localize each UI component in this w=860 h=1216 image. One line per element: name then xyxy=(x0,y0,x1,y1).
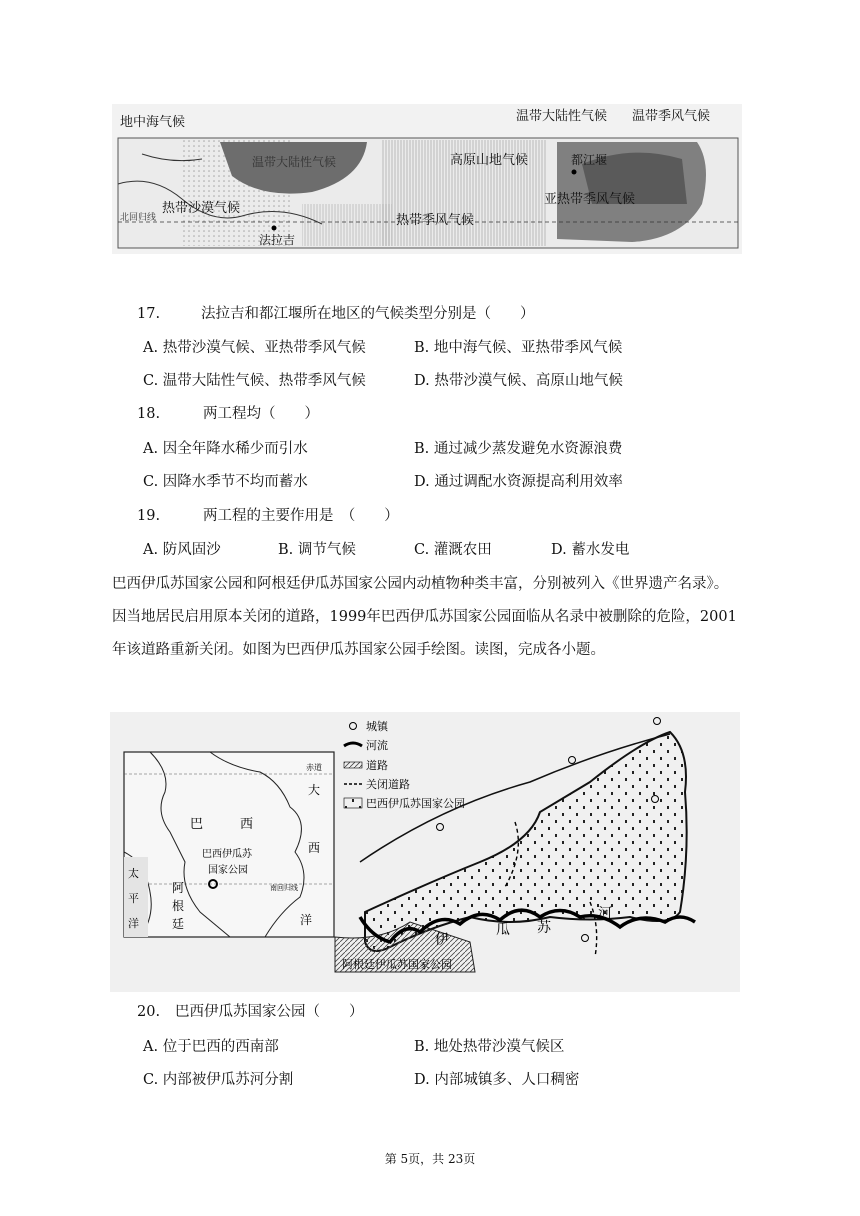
inset-ping: 平 xyxy=(128,892,139,905)
legend-road: 道路 xyxy=(366,759,388,772)
legend-park-icon xyxy=(344,798,362,808)
question-18 xyxy=(137,404,319,424)
inset-ting: 廷 xyxy=(172,917,185,931)
inset-da: 大 xyxy=(308,783,321,797)
option-18-c: C. 因降水季节不均而蓄水 xyxy=(143,474,308,490)
label-tropical-desert: 热带沙漠气候 xyxy=(162,201,241,216)
legend-closed-road: 关闭道路 xyxy=(366,778,410,791)
falaji-marker xyxy=(272,226,277,231)
inset-equator: 赤道 xyxy=(306,763,322,772)
inset-map xyxy=(124,752,334,937)
label-plateau: 高原山地气候 xyxy=(450,153,529,168)
option-17-a: A. 热带沙漠气候、亚热带季风气候 xyxy=(143,340,366,356)
label-temperate-monsoon: 温带季风气候 xyxy=(632,109,711,124)
question-stem: 法拉吉和都江堰所在地区的气候类型分别是（ ） xyxy=(201,306,535,322)
page-footer: 第 5页，共 23页 xyxy=(384,1152,476,1166)
label-temperate-continental-top: 温带大陆性气候 xyxy=(516,109,608,124)
option-20-c: C. 内部被伊瓜苏河分割 xyxy=(143,1072,294,1088)
label-mediterranean: 地中海气候 xyxy=(120,115,186,130)
option-20-b: B. 地处热带沙漠气候区 xyxy=(414,1039,565,1055)
option-19-c: C. 灌溉农田 xyxy=(414,542,492,558)
inset-park-label-2: 国家公园 xyxy=(208,865,248,876)
option-19-d: D. 蓄水发电 xyxy=(551,542,630,558)
question-stem: 两工程均（ ） xyxy=(203,406,319,422)
legend-park: 巴西伊瓜苏国家公园 xyxy=(366,797,465,810)
inset-yang: 洋 xyxy=(300,913,313,927)
label-subtropical-monsoon: 亚热带季风气候 xyxy=(544,192,636,207)
passage-line-2: 因当地居民启用原本关闭的道路，1999年巴西伊瓜苏国家公园面临从名录中被删除的危险，2001 xyxy=(112,609,737,625)
question-number: 18. xyxy=(137,406,161,422)
legend-town: 城镇 xyxy=(366,720,388,733)
label-tropical-monsoon: 热带季风气候 xyxy=(396,213,475,228)
option-20-d: D. 内部城镇多、人口稠密 xyxy=(414,1072,580,1088)
label-tropic-cancer: 北回归线 xyxy=(120,213,157,223)
river-char-yi: 伊 xyxy=(435,932,449,948)
dujiangyan-marker xyxy=(572,170,577,175)
option-19-b: B. 调节气候 xyxy=(278,542,356,558)
inset-xi2: 西 xyxy=(240,817,254,832)
option-18-a: A. 因全年降水稀少而引水 xyxy=(143,441,308,457)
river-char-he: 河 xyxy=(598,906,612,922)
river-char-gua: 瓜 xyxy=(496,922,510,938)
question-number: 19. xyxy=(137,508,161,524)
label-dujiangyan: 都江堰 xyxy=(571,153,608,167)
label-temperate-continental-map: 温带大陆性气候 xyxy=(252,155,337,169)
inset-tai: 太 xyxy=(128,867,139,880)
iguazu-map-figure xyxy=(110,712,740,992)
inset-park-label-1: 巴西伊瓜苏 xyxy=(202,849,252,860)
inset-a: 阿 xyxy=(172,881,185,895)
question-stem: 两工程的主要作用是 （ ） xyxy=(203,508,399,524)
question-number: 17. xyxy=(137,306,161,322)
option-19-a: A. 防风固沙 xyxy=(143,542,221,558)
question-19 xyxy=(137,506,399,526)
passage-line-1: 巴西伊瓜苏国家公园和阿根廷伊瓜苏国家公园内动植物种类丰富，分别被列入《世界遗产名录》。 xyxy=(112,576,729,592)
option-18-d: D. 通过调配水资源提高利用效率 xyxy=(414,474,623,490)
label-falaji: 法拉吉 xyxy=(259,233,296,247)
option-18-b: B. 通过减少蒸发避免水资源浪费 xyxy=(414,441,623,457)
inset-ba: 巴 xyxy=(190,817,204,832)
legend-road-icon xyxy=(344,762,362,768)
option-17-b: B. 地中海气候、亚热带季风气候 xyxy=(414,340,623,356)
inset-gen: 根 xyxy=(172,899,185,913)
argentina-park-label: 阿根廷伊瓜苏国家公园 xyxy=(342,958,452,971)
option-17-d: D. 热带沙漠气候、高原山地气候 xyxy=(414,373,623,389)
inset-tropic: 南回归线 xyxy=(270,884,298,892)
inset-yang2: 洋 xyxy=(128,917,139,930)
question-17 xyxy=(137,304,535,324)
question-20 xyxy=(137,1002,364,1022)
river-char-su: 苏 xyxy=(537,920,551,936)
climate-map-figure xyxy=(112,104,742,254)
inset-xi: 西 xyxy=(308,841,321,855)
question-stem: 巴西伊瓜苏国家公园（ ） xyxy=(175,1004,364,1020)
passage-line-3: 年该道路重新关闭。如图为巴西伊瓜苏国家公园手绘图。读图，完成各小题。 xyxy=(112,642,605,658)
question-number: 20. xyxy=(137,1004,161,1020)
option-17-c: C. 温带大陆性气候、热带季风气候 xyxy=(143,373,366,389)
option-20-a: A. 位于巴西的西南部 xyxy=(143,1039,279,1055)
legend-river: 河流 xyxy=(366,739,388,752)
